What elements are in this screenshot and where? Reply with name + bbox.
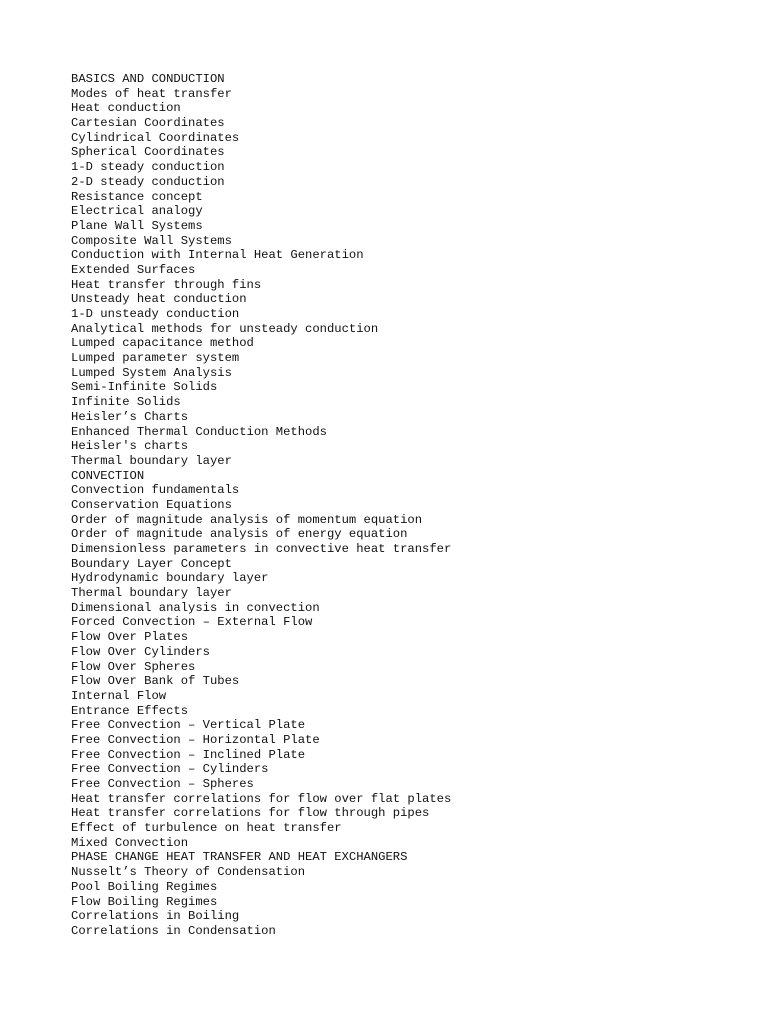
topic-line: Thermal boundary layer	[71, 586, 232, 601]
topic-line: Flow Over Cylinders	[71, 644, 210, 659]
topic-line: Hydrodynamic boundary layer	[71, 571, 269, 586]
topic-line: BASICS AND CONDUCTION	[71, 72, 225, 86]
document-page	[71, 72, 751, 939]
topic-line: Correlations in Boiling	[71, 909, 240, 924]
topic-line: PHASE CHANGE HEAT TRANSFER AND HEAT EXCHANGERS	[71, 850, 408, 865]
topic-line: Dimensional analysis in convection	[71, 600, 320, 615]
topic-line: Flow Over Spheres	[71, 659, 196, 674]
topic-line: Order of magnitude analysis of energy equation	[71, 527, 408, 542]
topic-line: Entrance Effects	[71, 703, 189, 718]
topic-line: Free Convection – Vertical Plate	[71, 718, 306, 733]
topic-line: Composite Wall Systems	[71, 233, 232, 248]
topic-line: Pool Boiling Regimes	[71, 879, 218, 894]
topic-line: Convection fundamentals	[71, 483, 240, 498]
topic-line: Heat transfer correlations for flow over flat plates	[71, 791, 452, 806]
topic-line: 1-D steady conduction	[71, 160, 225, 175]
topic-line: Boundary Layer Concept	[71, 556, 232, 571]
topic-line: Internal Flow	[71, 688, 167, 703]
topic-line: Mixed Convection	[71, 835, 189, 850]
topic-line: Conduction with Internal Heat Generation	[71, 248, 364, 263]
topic-line: Heat conduction	[71, 101, 181, 116]
topic-line: Order of magnitude analysis of momentum equation	[71, 512, 423, 527]
topic-line: Heat transfer through fins	[71, 277, 262, 292]
topic-line: Forced Convection – External Flow	[71, 615, 313, 630]
topic-line: Dimensionless parameters in convective heat transfer	[71, 542, 452, 556]
topic-line: Nusselt’s Theory of Condensation	[71, 865, 306, 880]
topic-line: Effect of turbulence on heat transfer	[71, 821, 342, 836]
topic-line: 2-D steady conduction	[71, 174, 225, 189]
topic-line: Free Convection – Inclined Plate	[71, 747, 306, 762]
topic-line: Plane Wall Systems	[71, 218, 203, 233]
topic-line: Analytical methods for unsteady conduction	[71, 321, 379, 336]
topic-line: Enhanced Thermal Conduction Methods	[71, 424, 327, 439]
topic-line: Flow Over Plates	[71, 630, 189, 645]
topic-line: Free Convection – Horizontal Plate	[71, 732, 320, 747]
topic-line: Spherical Coordinates	[71, 145, 225, 160]
topic-line: Free Convection – Spheres	[71, 777, 254, 791]
topic-line: Lumped System Analysis	[71, 365, 232, 380]
topic-line: Semi-Infinite Solids	[71, 380, 218, 395]
topic-line: 1-D unsteady conduction	[71, 307, 240, 321]
topic-line: Extended Surfaces	[71, 262, 196, 277]
topic-line: Heisler’s Charts	[71, 409, 189, 424]
topic-line: Flow Boiling Regimes	[71, 894, 218, 909]
topic-line: Heisler's charts	[71, 439, 189, 454]
topic-line: Resistance concept	[71, 189, 203, 204]
topic-line: Heat transfer correlations for flow through pipes	[71, 806, 430, 821]
topic-line: Electrical analogy	[71, 204, 203, 219]
topic-line: Correlations in Condensation	[71, 923, 276, 938]
topic-list	[71, 72, 751, 939]
topic-line: Lumped capacitance method	[71, 336, 254, 351]
topic-line: Flow Over Bank of Tubes	[71, 674, 240, 689]
topic-line: CONVECTION	[71, 468, 145, 483]
topic-line: Conservation Equations	[71, 497, 232, 512]
topic-line: Thermal boundary layer	[71, 453, 232, 468]
topic-line: Free Convection – Cylinders	[71, 762, 269, 777]
topic-line: Unsteady heat conduction	[71, 292, 247, 307]
topic-line: Cartesian Coordinates	[71, 116, 225, 131]
topic-line: Cylindrical Coordinates	[71, 130, 240, 145]
topic-line: Modes of heat transfer	[71, 86, 232, 101]
topic-line: Infinite Solids	[71, 395, 181, 410]
topic-line: Lumped parameter system	[71, 351, 240, 366]
